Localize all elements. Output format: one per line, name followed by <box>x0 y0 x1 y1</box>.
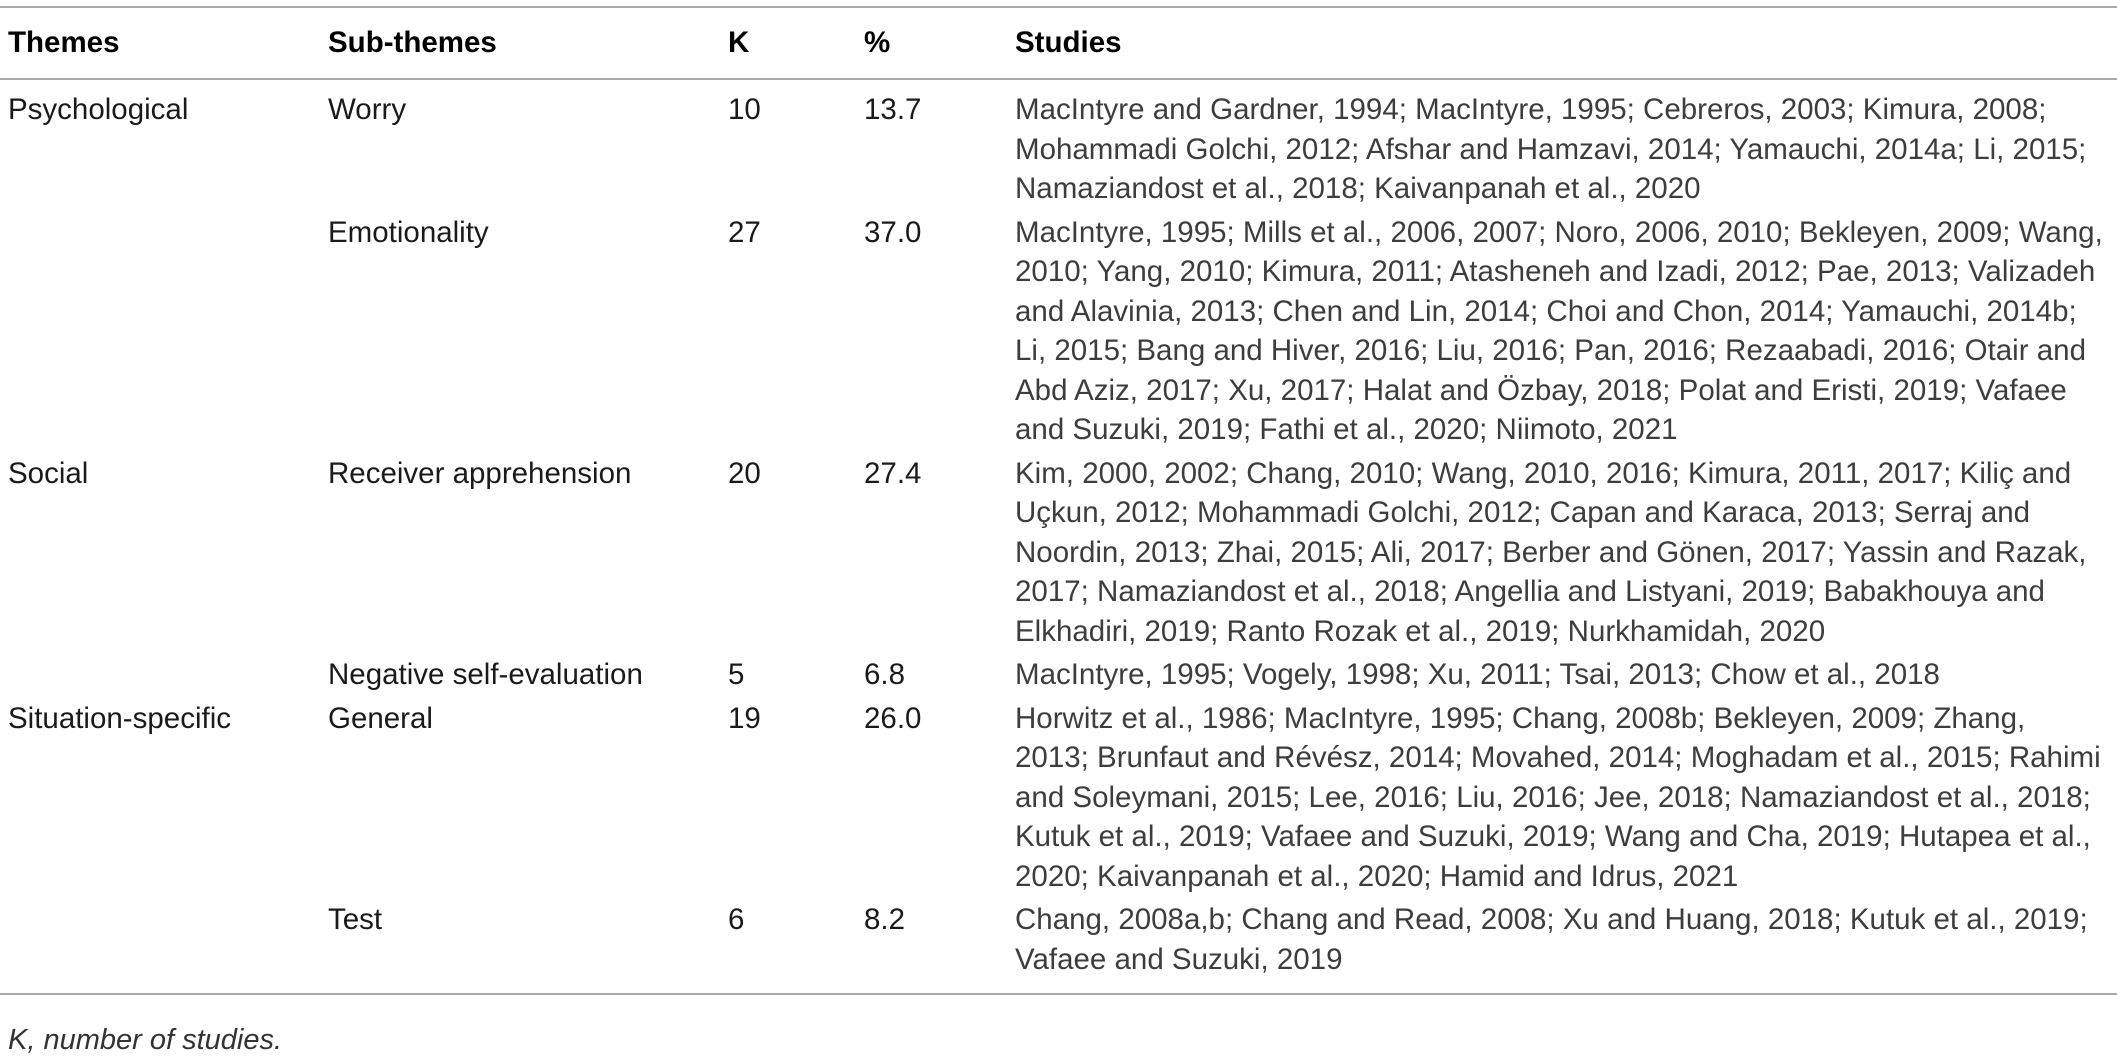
table-row <box>0 695 2117 897</box>
table-row <box>0 896 2117 994</box>
studies-cell: MacIntyre, 1995; Vogely, 1998; Xu, 2011; Tsai, 2013; Chow et al., 2018 <box>1015 658 1940 691</box>
studies-cell: MacIntyre, 1995; Mills et al., 2006, 2007; Noro, 2006, 2010; Bekleyen, 2009; Wang, 2010; Yang, 2010; Kimura, 2011; Atasheneh and Izadi, 2012; Pae, 2013; Valizadeh and Alavinia, 2013; Chen and Lin, 2014; Choi and Chon, 2014; Yamauchi, 2014b; Li, 2015; Bang and Hiver, 2016; Liu, 2016; Pan, 2016; Rezaabadi, 2016; Otair and Abd Aziz, 2017; Xu, 2017; Halat and Özbay, 2018; Polat and Eristi, 2019; Vafaee and Suzuki, 2019; Fathi et al., 2020; Niimoto, 2021 <box>1015 215 2103 446</box>
k-cell: 10 <box>728 93 761 126</box>
theme-cell: Psychological <box>8 93 189 126</box>
sub-theme-cell: Negative self-evaluation <box>328 658 643 691</box>
table-row <box>0 651 2117 695</box>
table-row <box>0 79 2117 209</box>
theme-cell: Social <box>8 456 89 490</box>
k-cell: 5 <box>728 658 745 691</box>
header-themes: Themes <box>8 26 120 59</box>
k-cell: 20 <box>728 456 761 490</box>
percent-cell: 27.4 <box>864 456 922 490</box>
theme-cell: Situation-specific <box>8 701 231 735</box>
percent-cell: 13.7 <box>864 93 922 126</box>
studies-cell: Chang, 2008a,b; Chang and Read, 2008; Xu and Huang, 2018; Kutuk et al., 2019; Vafaee and Suzuki, 2019 <box>1015 903 2088 976</box>
theme-cell <box>0 651 320 695</box>
table-row <box>0 209 2117 450</box>
k-cell: 19 <box>728 701 761 735</box>
k-cell: 6 <box>728 903 745 936</box>
sub-theme-cell: Worry <box>328 93 407 126</box>
header-percent: % <box>864 26 891 59</box>
sub-theme-cell: Test <box>328 903 383 936</box>
sub-theme-cell: General <box>328 701 433 735</box>
sub-theme-cell: Receiver apprehension <box>328 456 632 490</box>
studies-cell: Horwitz et al., 1986; MacIntyre, 1995; Chang, 2008b; Bekleyen, 2009; Zhang, 2013; Brunfaut and Révész, 2014; Movahed, 2014; Moghadam et al., 2015; Rahimi and Soleymani, 2015; Lee, 2016; Liu, 2016; Jee, 2018; Namaziandost et al., 2018; Kutuk et al., 2019; Vafaee and Suzuki, 2019; Wang and Cha, 2019; Hutapea et al., 2020; Kaivanpanah et al., 2020; Hamid and Idrus, 2021 <box>1015 701 2101 893</box>
header-k: K <box>728 26 750 59</box>
percent-cell: 6.8 <box>864 658 906 691</box>
header-studies: Studies <box>1015 26 1122 59</box>
studies-cell: Kim, 2000, 2002; Chang, 2010; Wang, 2010, 2016; Kimura, 2011, 2017; Kiliç and Uçkun, 2012; Mohammadi Golchi, 2012; Capan and Karaca, 2013; Serraj and Noordin, 2013; Zhai, 2015; Ali, 2017; Berber and Gönen, 2017; Yassin and Razak, 2017; Namaziandost et al., 2018; Angellia and Listyani, 2019; Babakhouya and Elkhadiri, 2019; Ranto Rozak et al., 2019; Nurkhamidah, 2020 <box>1015 456 2087 648</box>
percent-cell: 8.2 <box>864 903 906 936</box>
theme-cell <box>0 209 320 450</box>
table-header-row <box>0 7 2117 79</box>
sub-theme-cell: Emotionality <box>328 215 489 249</box>
themes-table <box>0 6 2117 995</box>
theme-cell <box>0 896 320 994</box>
table-row <box>0 450 2117 652</box>
studies-cell: MacIntyre and Gardner, 1994; MacIntyre, 1995; Cebreros, 2003; Kimura, 2008; Mohammadi Golchi, 2012; Afshar and Hamzavi, 2014; Yamauchi, 2014a; Li, 2015; Namaziandost et al., 2018; Kaivanpanah et al., 2020 <box>1015 93 2087 205</box>
table-footnote: K, number of studies. <box>8 1024 283 1056</box>
header-sub-themes: Sub-themes <box>328 26 497 59</box>
percent-cell: 37.0 <box>864 215 922 249</box>
percent-cell: 26.0 <box>864 701 922 735</box>
k-cell: 27 <box>728 215 761 249</box>
